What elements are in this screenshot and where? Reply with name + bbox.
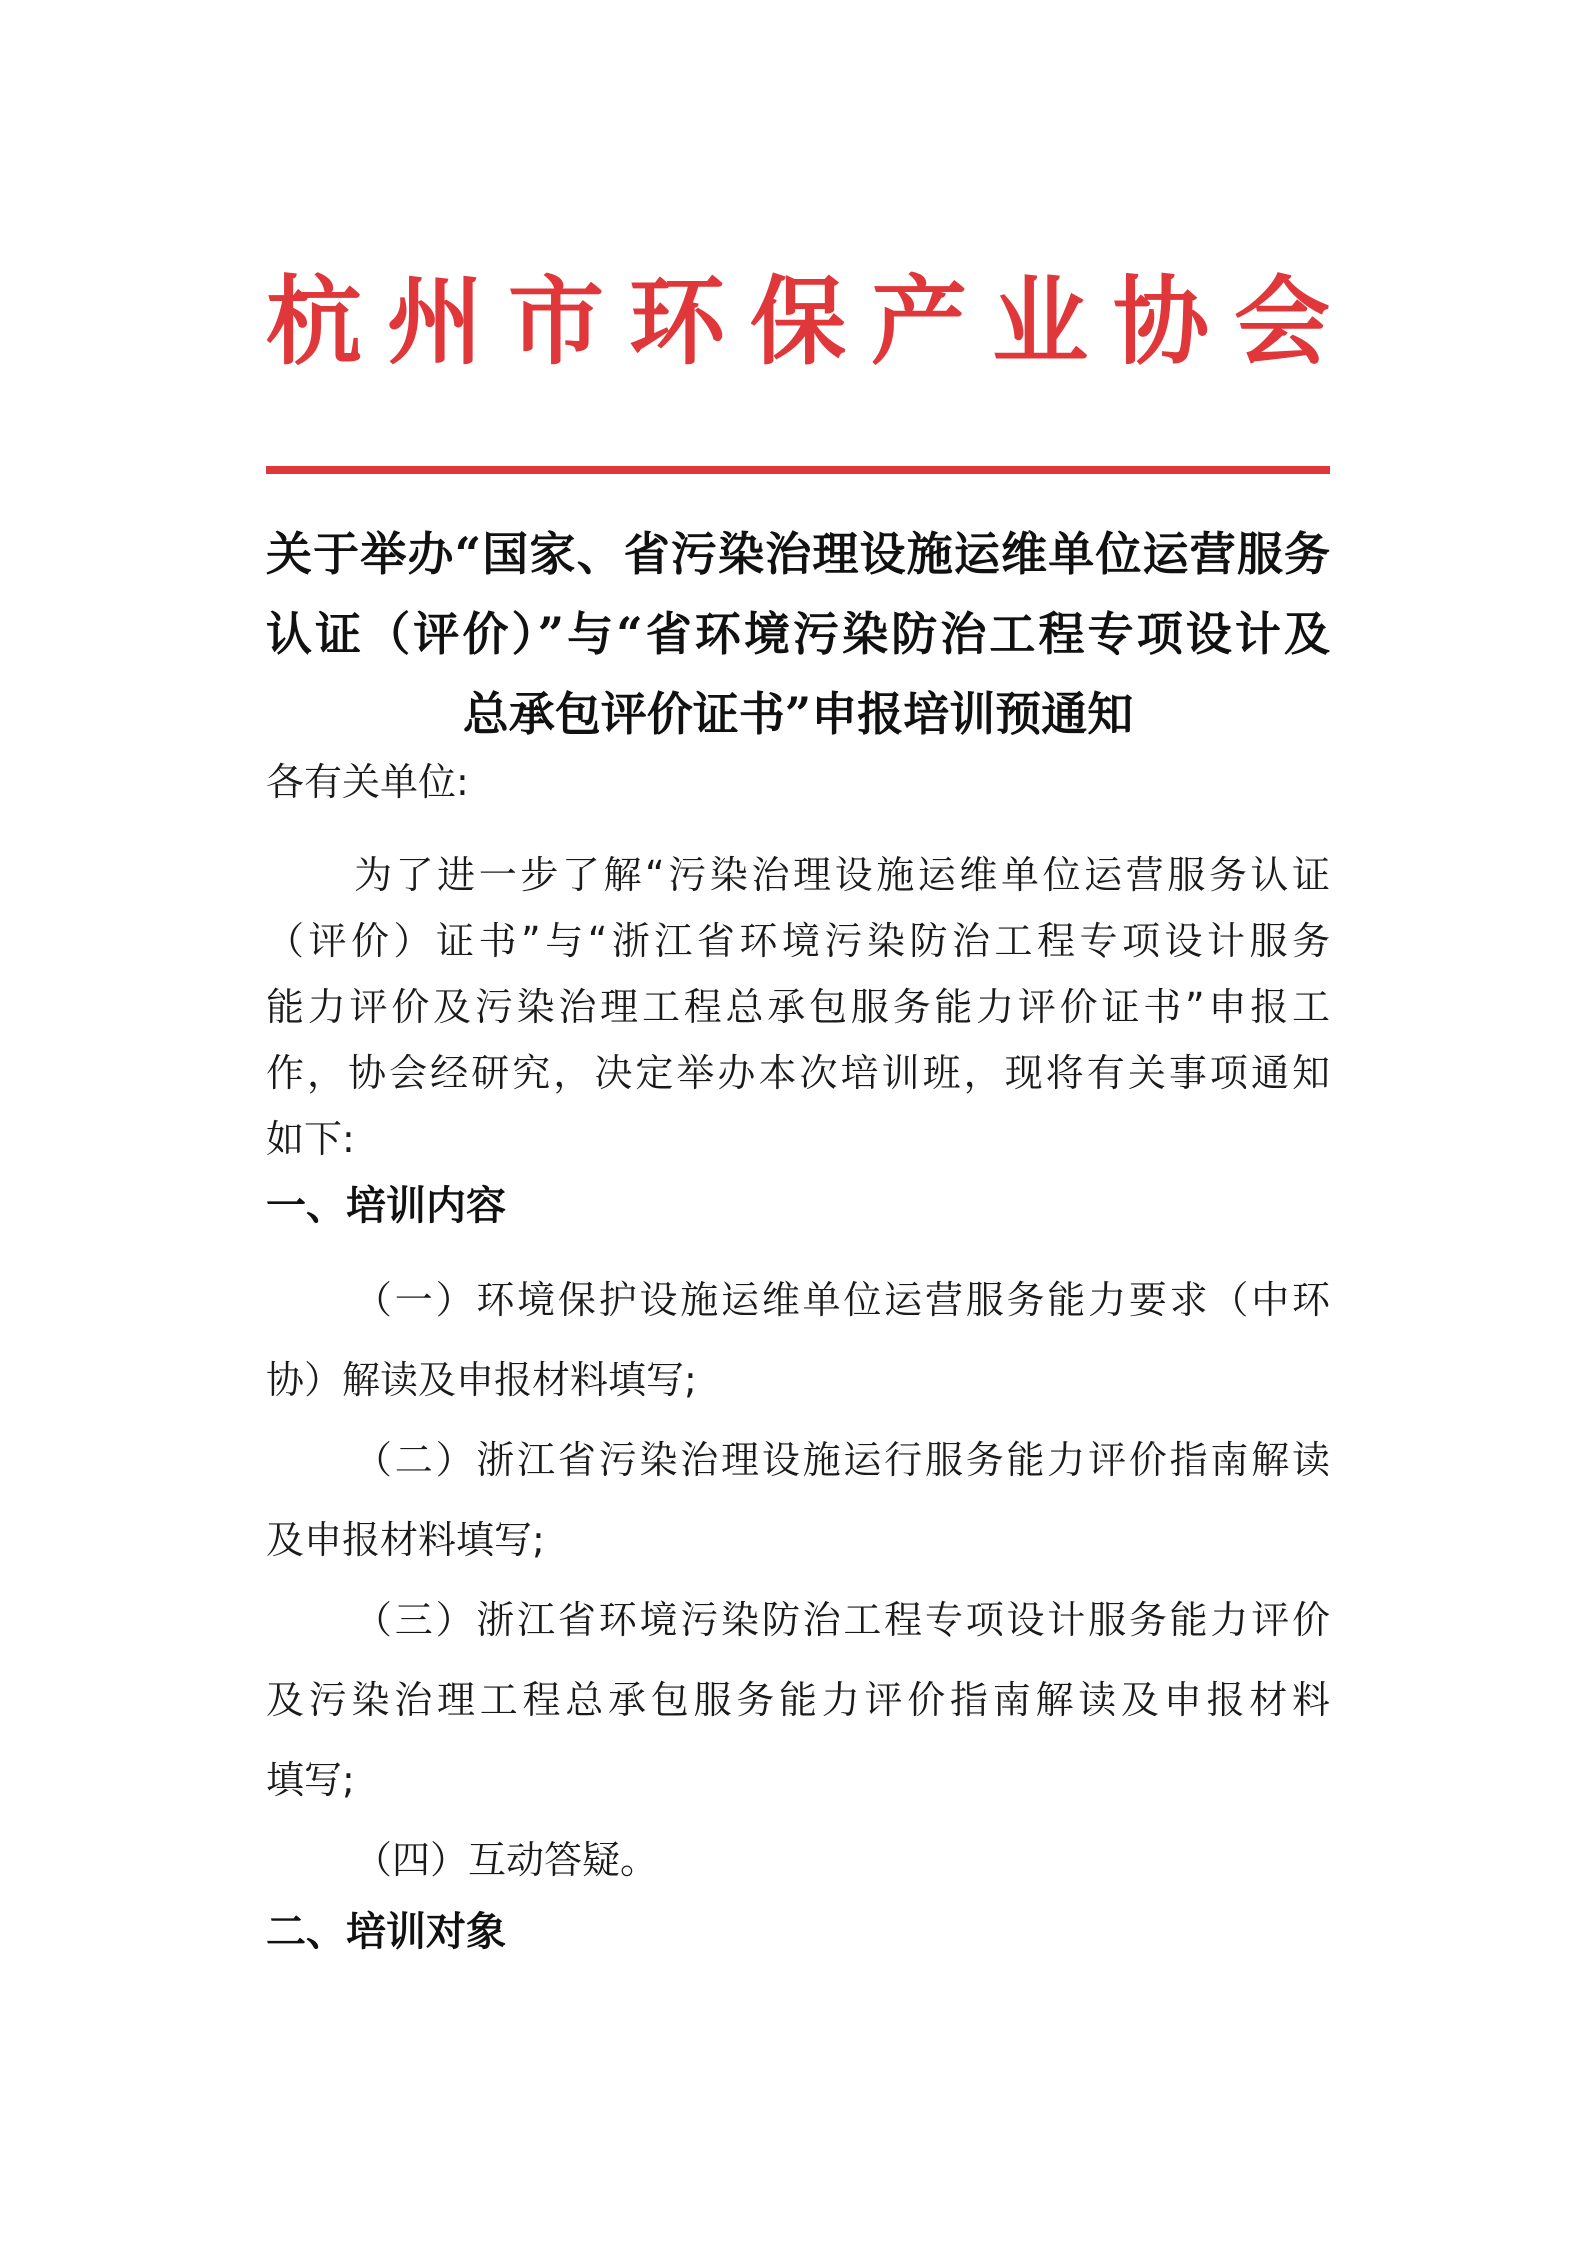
item-line: 填写; (266, 1758, 355, 1802)
item-line: 协）解读及申报材料填写; (266, 1358, 697, 1402)
item-line: （四）互动答疑。 (354, 1838, 659, 1882)
organization-letterhead: 杭州市环保产业协会 (266, 265, 1330, 378)
item-line: （三）浙江省环境污染防治工程专项设计服务能力评价 (354, 1598, 1330, 1642)
training-item-1 (266, 1260, 1330, 1420)
intro-line: （评价）证书”与“浙江省环境污染防治工程专项设计服务 (266, 919, 1330, 963)
item-line: （一）环境保护设施运维单位运营服务能力要求（中环 (354, 1278, 1330, 1322)
section-heading-training-audience: 二、培训对象 (266, 1909, 506, 1955)
intro-line: 为了进一步了解“污染治理设施运维单位运营服务认证 (354, 853, 1330, 897)
document-title (266, 514, 1330, 754)
item-line: 及申报材料填写; (266, 1518, 545, 1562)
training-item-4 (266, 1820, 1330, 1900)
training-item-3 (266, 1580, 1330, 1820)
title-line-1: 关于举办“国家、省污染治理设施运维单位运营服务 (266, 527, 1330, 581)
salutation: 各有关单位: (266, 760, 469, 804)
intro-line: 能力评价及污染治理工程总承包服务能力评价证书”申报工 (266, 985, 1330, 1029)
item-line: （二）浙江省污染治理设施运行服务能力评价指南解读 (354, 1438, 1330, 1482)
item-line: 及污染治理工程总承包服务能力评价指南解读及申报材料 (266, 1678, 1330, 1722)
title-line-2: 认证（评价）”与“省环境污染防治工程专项设计及 (266, 607, 1330, 661)
intro-line: 如下: (266, 1117, 355, 1161)
training-item-2 (266, 1420, 1330, 1580)
intro-line: 作，协会经研究，决定举办本次培训班，现将有关事项通知 (266, 1051, 1330, 1095)
title-line-3: 总承包评价证书”申报培训预通知 (462, 687, 1134, 741)
section-heading-training-content: 一、培训内容 (266, 1183, 506, 1229)
intro-paragraph (266, 842, 1330, 1172)
letterhead-divider (266, 466, 1330, 474)
